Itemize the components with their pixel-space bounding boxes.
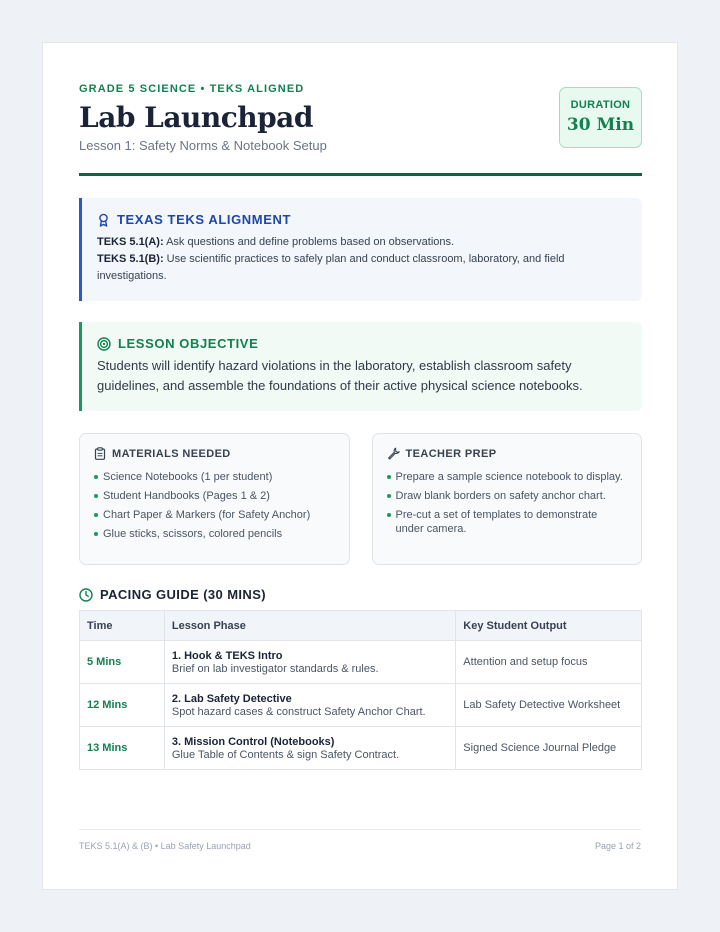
table-header-row — [80, 611, 642, 641]
column-header: Key Student Output — [456, 611, 642, 641]
time-cell: 5 Mins — [80, 641, 165, 684]
objective-heading-label: LESSON OBJECTIVE — [118, 336, 259, 351]
teks-item — [97, 234, 626, 251]
output-cell: Signed Science Journal Pledge — [456, 727, 642, 770]
wrench-icon — [387, 447, 400, 460]
page-subtitle: Lesson 1: Safety Norms & Notebook Setup — [79, 138, 327, 153]
lesson-objective-card — [79, 322, 642, 411]
output-cell: Lab Safety Detective Worksheet — [456, 684, 642, 727]
table-row — [80, 641, 642, 684]
output-cell: Attention and setup focus — [456, 641, 642, 684]
prep-list — [387, 470, 628, 536]
materials-heading — [94, 447, 335, 460]
phase-cell — [164, 684, 455, 727]
eyebrow-label: GRADE 5 SCIENCE • TEKS ALIGNED — [79, 83, 305, 95]
column-header: Lesson Phase — [164, 611, 455, 641]
time-cell: 12 Mins — [80, 684, 165, 727]
header-divider — [79, 173, 642, 176]
teks-alignment-card — [79, 198, 642, 301]
phase-title: 3. Mission Control (Notebooks) — [171, 735, 335, 748]
list-item: Chart Paper & Markers (for Safety Anchor) — [94, 508, 335, 522]
list-item: Glue sticks, scissors, colored pencils — [94, 527, 335, 541]
page-header — [79, 83, 642, 171]
table-row — [80, 684, 642, 727]
duration-badge — [559, 87, 642, 148]
teks-text: Ask questions and define problems based on observations. — [163, 236, 455, 248]
teacher-prep-box — [372, 433, 643, 565]
objective-heading — [97, 336, 626, 351]
pacing-table — [79, 610, 642, 770]
teks-list — [97, 234, 626, 285]
phase-description: Brief on lab investigator standards & rules. — [171, 662, 379, 675]
list-item: Draw blank borders on safety anchor chart. — [387, 489, 628, 503]
pacing-heading — [79, 587, 642, 602]
target-icon — [97, 337, 111, 351]
objective-text: Students will identify hazard violations in the laboratory, establish classroom safety guidelines, and assemble the foundations of their active physical science notebooks. — [97, 358, 583, 393]
phase-cell — [164, 727, 455, 770]
table-row — [80, 727, 642, 770]
materials-prep-row — [79, 433, 642, 565]
teks-code: TEKS 5.1(B): — [97, 253, 164, 265]
prep-heading-label: TEACHER PREP — [405, 447, 497, 460]
teks-heading-label: TEXAS TEKS ALIGNMENT — [117, 212, 292, 227]
time-cell: 13 Mins — [80, 727, 165, 770]
clock-icon — [79, 588, 93, 602]
phase-description: Glue Table of Contents & sign Safety Contract. — [171, 748, 400, 761]
footer-left-text: TEKS 5.1(A) & (B) • Lab Safety Launchpad — [79, 841, 251, 851]
materials-heading-label: MATERIALS NEEDED — [112, 447, 231, 460]
duration-label: DURATION — [570, 99, 631, 111]
materials-list — [94, 470, 335, 541]
lesson-page — [42, 42, 678, 890]
duration-value: 30 Min — [566, 115, 635, 135]
list-item: Student Handbooks (Pages 1 & 2) — [94, 489, 335, 503]
clipboard-icon — [94, 447, 106, 460]
phase-title: 2. Lab Safety Detective — [171, 692, 292, 705]
phase-cell — [164, 641, 455, 684]
page-title: Lab Launchpad — [79, 101, 313, 134]
phase-description: Spot hazard cases & construct Safety Anchor Chart. — [171, 705, 426, 718]
list-item: Pre-cut a set of templates to demonstrate under camera. — [387, 508, 628, 536]
materials-box — [79, 433, 350, 565]
teks-text: Use scientific practices to safely plan and conduct classroom, laboratory, and field investigations. — [97, 253, 565, 282]
page-number: Page 1 of 2 — [594, 841, 641, 851]
pacing-heading-label: PACING GUIDE (30 MINS) — [100, 587, 267, 602]
teks-item — [97, 251, 626, 285]
prep-heading — [387, 447, 628, 460]
page-footer — [79, 829, 641, 851]
column-header: Time — [80, 611, 165, 641]
page-content — [79, 83, 642, 770]
list-item: Science Notebooks (1 per student) — [94, 470, 335, 484]
list-item: Prepare a sample science notebook to display. — [387, 470, 628, 484]
teks-code: TEKS 5.1(A): — [97, 236, 164, 248]
teks-heading — [97, 212, 626, 227]
phase-title: 1. Hook & TEKS Intro — [171, 649, 283, 662]
award-icon — [97, 213, 110, 227]
